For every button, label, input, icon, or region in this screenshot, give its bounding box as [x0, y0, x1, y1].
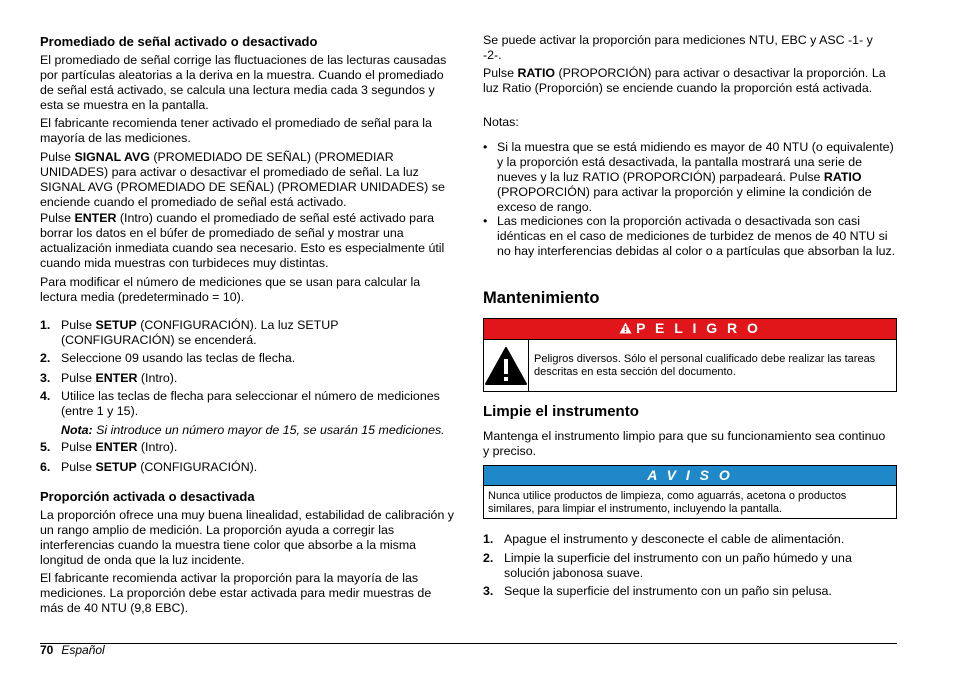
notice-header: A V I S O — [484, 466, 896, 485]
bullet-over-range: • Si la muestra que se está midiendo es mayor de 40 NTU (o equivalente) y la proporción está desactivada, la pantalla mostrará una serie de nueves y la luz RATIO (PROPORCIÓN) parpadeará. Pulse RATIO (PROPORCIÓN) para activar la proporción y elimine la condición de exceso de rango. — [483, 140, 894, 214]
danger-box — [483, 318, 897, 392]
notice-text: Nunca utilice productos de limpieza, como aguarrás, acetona o productos similares, para limpiar el instrumento, incluyendo la pantalla. — [484, 485, 896, 518]
note: Nota: Si introduce un número mayor de 15, se usarán 15 mediciones. — [61, 423, 445, 437]
warning-triangle-icon — [619, 320, 632, 339]
setup-step-2: 6. Pulse SETUP (CONFIGURACIÓN). — [40, 460, 258, 474]
page-footer — [40, 643, 105, 657]
footer-divider — [40, 643, 897, 644]
enter-key-instruction: Pulse ENTER (Intro) cuando el promediado de señal esté activado para borrar los datos en el búfer de promediado de señal y mostrar una actualización inmediata cuando sea necesario. Esto es especialmente útil cuando mida muestras con turbideces muy distintas. — [40, 211, 445, 270]
danger-text: Peligros diversos. Sólo el personal cualificado debe realizar las tareas descritas en esta sección del documento. — [534, 352, 876, 378]
danger-header: P E L I G R O — [484, 319, 896, 339]
signal-avg-heading: Promediado de señal activado o desactivado — [40, 34, 318, 49]
clean-step-3: 3. Seque la superficie del instrumento con un paño sin pelusa. — [483, 584, 832, 598]
clean-step-2: 2. Limpie la superficie del instrumento con un paño húmedo y una solución jabonosa suave. — [483, 551, 852, 580]
ratio-intro: La proporción ofrece una muy buena linealidad, estabilidad de calibración y un rango amplio de medición. La proporción ayuda a corregir las interferencias cuando la muestra tiene color que absorbe a la misma longitud de onda que la luz incidente. — [40, 508, 454, 567]
danger-warning-icon — [484, 340, 529, 391]
maintenance-heading: Mantenimiento — [483, 289, 600, 307]
enter-step-2: 5. Pulse ENTER (Intro). — [40, 440, 178, 454]
footer-language: Español — [61, 643, 105, 657]
page-number: 70 — [40, 643, 54, 657]
ratio-heading: Proporción activada o desactivada — [40, 489, 255, 504]
notes-label: Notas: — [483, 115, 519, 129]
enter-step: 3. Pulse ENTER (Intro). — [40, 371, 178, 385]
ratio-key-instruction: Pulse RATIO (PROPORCIÓN) para activar o desactivar la proporción. La luz Ratio (Proporción) se enciende cuando la proporción está activada. — [483, 66, 886, 95]
signal-avg-key-instruction: Pulse SIGNAL AVG (PROMEDIADO DE SEÑAL) (PROMEDIAR UNIDADES) para activar o desactivar el promediado de señal. La luz SIGNAL AVG (PROMEDIADO DE SEÑAL) (PROMEDIAR UNIDADES) se enciende cuando el promediado de señal está activado. — [40, 150, 445, 209]
signal-avg-recommendation: El fabricante recomienda tener activado el promediado de señal para la mayoría de las mediciones. — [40, 116, 432, 145]
ratio-modes-text: Se puede activar la proporción para mediciones NTU, EBC y ASC -1- y -2-. — [483, 33, 873, 62]
select-count-step: 4. Utilice las teclas de flecha para seleccionar el número de mediciones (entre 1 y 15). Nota: Si introduce un número mayor de 15, se usarán 15 mediciones. — [40, 389, 455, 438]
key-enter: ENTER — [74, 211, 117, 225]
modify-average-intro: Para modificar el número de mediciones que se usan para calcular la lectura media (predeterminado = 10). — [40, 275, 421, 304]
bullet-identical: • Las mediciones con la proporción activada o desactivada son casi idénticas en el caso de mediciones de turbidez de menos de 40 NTU si no hay interferencias debidas al color o a partículas que absorban la luz. — [483, 214, 896, 258]
clean-heading: Limpie el instrumento — [483, 403, 639, 420]
select-09-step: 2. Seleccione 09 usando las teclas de flecha. — [40, 351, 296, 365]
clean-intro: Mantenga el instrumento limpio para que su funcionamiento sea continuo y preciso. — [483, 429, 886, 458]
signal-avg-intro: El promediado de señal corrige las fluctuaciones de las lecturas causadas por partículas aleatorias a la deriva en la muestra. Cuando el promediado de señal está activado, se calcula una lectura media cada 3 segundos y esta se muestra en la pantalla. — [40, 53, 447, 112]
clean-step-1: 1. Apague el instrumento y desconecte el cable de alimentación. — [483, 532, 845, 546]
setup-step: 1. Pulse SETUP (CONFIGURACIÓN). La luz SETUP (CONFIGURACIÓN) se encenderá. — [40, 318, 339, 347]
notice-box — [483, 465, 897, 519]
ratio-recommendation: El fabricante recomienda activar la proporción para la mayoría de las mediciones. La proporción debe estar activada para medir muestras de más de 40 NTU (9,8 EBC). — [40, 571, 432, 615]
key-signal-avg: SIGNAL AVG — [74, 150, 150, 164]
key-ratio: RATIO — [517, 66, 556, 80]
